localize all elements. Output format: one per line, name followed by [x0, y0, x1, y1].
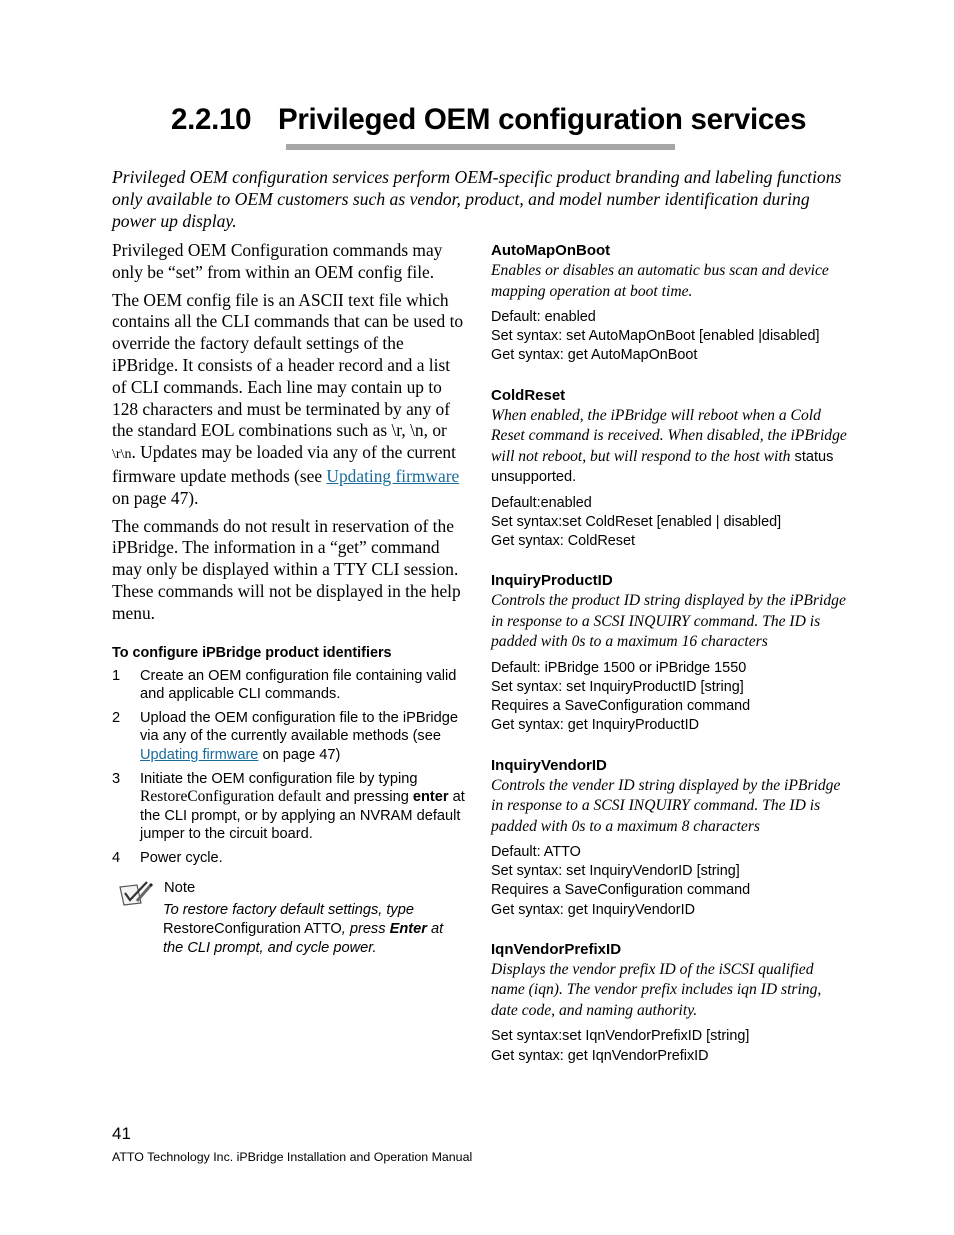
entry-iqnvendorprefixid [491, 940, 851, 1066]
entry-description [491, 406, 851, 488]
description-text: When enabled, the iPBridge will reboot when a Cold Reset command is received. When disabled, the iPBridge will not reboot, but will respond to the host with [491, 406, 847, 465]
description-plain-text: status unsupported. [491, 448, 834, 486]
para2-text-2: . Updates may be loaded via any of the current firmware update methods (see [112, 442, 456, 486]
entry-inquiryproductid [491, 571, 851, 735]
section-number: 2.2.10 [171, 103, 252, 136]
entry-name: ColdReset [491, 386, 566, 404]
syntax-line: Set syntax:set ColdReset [enabled | disabled] [491, 513, 782, 530]
section-heading [171, 100, 931, 140]
procedure-steps [112, 667, 467, 868]
step-text: Create an OEM configuration file containing valid and applicable CLI commands. [140, 667, 457, 703]
intro-paragraph: Privileged OEM configuration services perform OEM-specific product branding and labeling functions only available to OEM customers such as vendor, product, and model number identification during power up display. [112, 167, 842, 231]
body-paragraph-1: Privileged OEM Configuration commands may only be “set” from within an OEM config file. [112, 240, 443, 282]
updating-firmware-link[interactable]: Updating firmware [140, 746, 259, 763]
right-column [491, 241, 851, 1086]
step-text-mid: and pressing [321, 789, 413, 806]
step-number: 4 [112, 849, 121, 866]
description-text: Controls the product ID string displayed by the iPBridge in response to a SCSI INQUIRY command. The ID is padded with 0s to a maximum 16 characters [491, 592, 846, 651]
step-text: Upload the OEM configuration file to the iPBridge via any of the currently available methods (see [140, 709, 458, 745]
entry-description [491, 261, 851, 302]
entry-name: AutoMapOnBoot [491, 242, 611, 259]
entry-name: InquiryProductID [491, 572, 613, 590]
syntax-line: Get syntax: get InquiryProductID [491, 717, 699, 734]
para2-text-1: The OEM config file is an ASCII text file which contains all the CLI commands that can be used to override the factory default settings of the iPBridge. It consists of a header record and a list of CLI commands. Each line may contain up to 128 characters and must be terminated by any of the standard EOL combinations such as \r, \n, or [112, 289, 464, 441]
syntax-line: Default: iPBridge 1500 or iPBridge 1550 [491, 659, 747, 676]
note-text-1: To restore factory default settings, type [163, 902, 414, 919]
description-text: Enables or disables an automatic bus scan and device mapping operation at boot time. [491, 262, 829, 300]
heading-underline-rule [286, 144, 675, 150]
procedure-heading: To configure iPBridge product identifiers [112, 644, 392, 661]
syntax-line: Get syntax: ColdReset [491, 533, 635, 550]
syntax-line: Get syntax: get AutoMapOnBoot [491, 347, 698, 364]
body-paragraph-2 [112, 290, 467, 510]
entry-description [491, 776, 851, 838]
syntax-line: Set syntax: set InquiryProductID [string] [491, 678, 744, 695]
footer-manual-title: ATTO Technology Inc. iPBridge Installation and Operation Manual [112, 1150, 473, 1164]
para2-code: \r\n [112, 447, 132, 463]
entry-description [491, 960, 851, 1022]
entry-name: IqnVendorPrefixID [491, 940, 622, 958]
note-command: RestoreConfiguration ATTO [163, 921, 342, 938]
section-title: Privileged OEM configuration services [278, 103, 807, 136]
step-number: 2 [112, 709, 121, 726]
step-text: Initiate the OEM configuration file by typing [140, 770, 418, 787]
syntax-line: Default: ATTO [491, 844, 581, 861]
step-text-after: at the CLI prompt, or by applying an NVRAM default jumper to the circuit board. [140, 789, 465, 843]
step-3 [112, 770, 467, 844]
step-text: Power cycle. [140, 849, 223, 866]
page-number: 41 [112, 1124, 131, 1143]
entry-description [491, 591, 851, 653]
note-box [112, 879, 467, 969]
note-key: Enter [389, 921, 427, 938]
note-body [163, 901, 463, 957]
entry-inquiryvendorid [491, 756, 851, 920]
entry-coldreset [491, 386, 851, 552]
note-text-3: at the CLI prompt, and cycle power. [163, 921, 444, 956]
updating-firmware-link[interactable]: Updating firmware [326, 465, 460, 486]
description-text: Controls the vender ID string displayed by the iPBridge in response to a SCSI INQUIRY command. The ID is padded with 0s to a maximum 8 characters [491, 776, 841, 835]
syntax-line: Requires a SaveConfiguration command [491, 698, 751, 715]
note-title: Note [164, 880, 196, 897]
step-key: enter [412, 789, 449, 806]
description-text: Displays the vendor prefix ID of the iSCSI qualified name (iqn). The vendor prefix includes iqn ID string, date code, and naming authority. [491, 960, 822, 1019]
syntax-line: Set syntax:set IqnVendorPrefixID [string] [491, 1028, 750, 1045]
left-column [112, 240, 467, 969]
syntax-line: Default: enabled [491, 309, 596, 325]
syntax-line: Default:enabled [491, 494, 592, 511]
note-text-2: , press [341, 921, 390, 938]
syntax-line: Get syntax: get InquiryVendorID [491, 901, 695, 918]
step-1 [112, 667, 467, 704]
body-paragraph-3: The commands do not result in reservation of the iPBridge. The information in a “get” command may only be displayed within a TTY CLI session. These commands will not be displayed in the help menu. [112, 515, 461, 623]
syntax-line: Requires a SaveConfiguration command [491, 882, 751, 899]
step-number: 3 [112, 770, 121, 787]
step-4 [112, 849, 467, 868]
syntax-line: Set syntax: set InquiryVendorID [string] [491, 863, 740, 880]
entry-name: InquiryVendorID [491, 756, 607, 774]
step-2 [112, 709, 467, 765]
step-number: 1 [112, 667, 121, 684]
syntax-line: Get syntax: get IqnVendorPrefixID [491, 1047, 709, 1064]
note-pencil-check-icon [117, 879, 153, 909]
entry-automaponboot [491, 241, 851, 366]
para2-text-3: on page 47). [112, 487, 199, 508]
step-command: RestoreConfiguration default [140, 788, 322, 806]
step-text-after: on page 47) [258, 746, 341, 763]
syntax-line: Set syntax: set AutoMapOnBoot [enabled |disabled] [491, 328, 820, 345]
